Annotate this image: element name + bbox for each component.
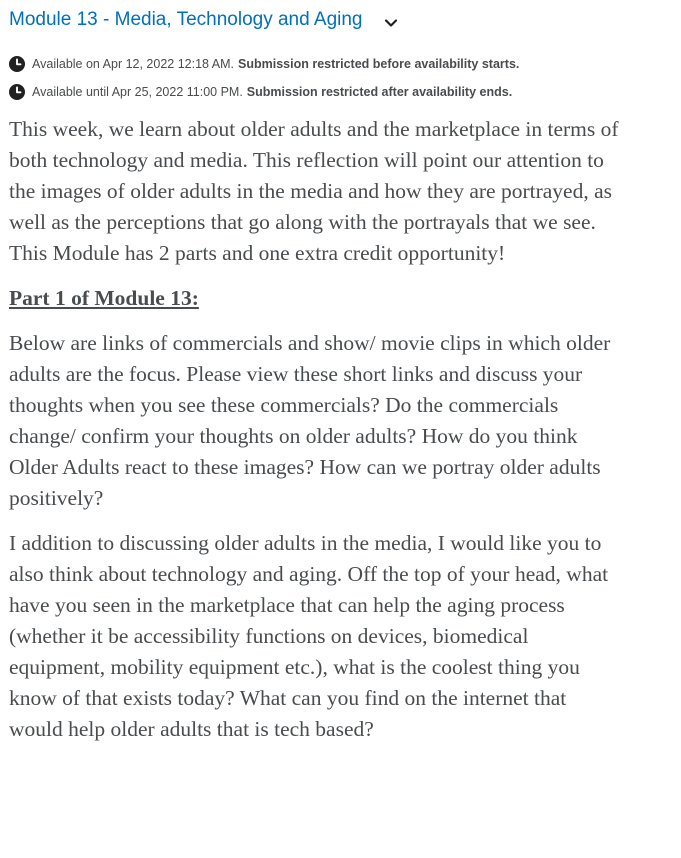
part1-addition-paragraph: I addition to discussing older adults in the media, I would like you to also think about technology and aging. Off the top of your head, what have you seen in the marketplace that can help the aging process (whether it be accessibility functions on devices, biomedical equipment, mobility equipment etc.), what is the coolest thing you know of that exists today? What can you find on the internet that would help older adults that is tech based? bbox=[9, 531, 609, 741]
availability-start-text: Available on Apr 12, 2022 12:18 AM. bbox=[32, 57, 235, 71]
part1-paragraph: Below are links of commercials and show/ movie clips in which older adults are the focus. Please view these short links and discuss your thoughts when you see these commercials? Do the commercials change/ confirm your thoughts on older adults? How do you think Older Adults react to these images? How can we portray older adults positively? bbox=[9, 331, 611, 510]
availability-start-restriction: Submission restricted before availability starts. bbox=[238, 57, 520, 71]
intro-paragraph: This week, we learn about older adults and the marketplace in terms of both technology and media. This reflection will point our attention to the images of older adults in the media and how they are portrayed, as well as the perceptions that go along with the portrayals that we see. This Module has 2 parts and one extra credit opportunity! bbox=[9, 117, 619, 265]
availability-end-text: Available until Apr 25, 2022 11:00 PM. bbox=[32, 85, 243, 99]
module-description bbox=[9, 114, 619, 759]
clock-icon bbox=[9, 84, 25, 100]
clock-icon bbox=[9, 56, 25, 72]
availability-start bbox=[9, 56, 519, 72]
module-header[interactable] bbox=[9, 6, 399, 34]
module-title[interactable]: Module 13 - Media, Technology and Aging bbox=[9, 9, 363, 30]
chevron-down-icon[interactable] bbox=[383, 15, 399, 31]
availability-end bbox=[9, 84, 512, 100]
part1-heading: Part 1 of Module 13: bbox=[9, 286, 199, 310]
availability-end-restriction: Submission restricted after availability ends. bbox=[246, 85, 513, 99]
